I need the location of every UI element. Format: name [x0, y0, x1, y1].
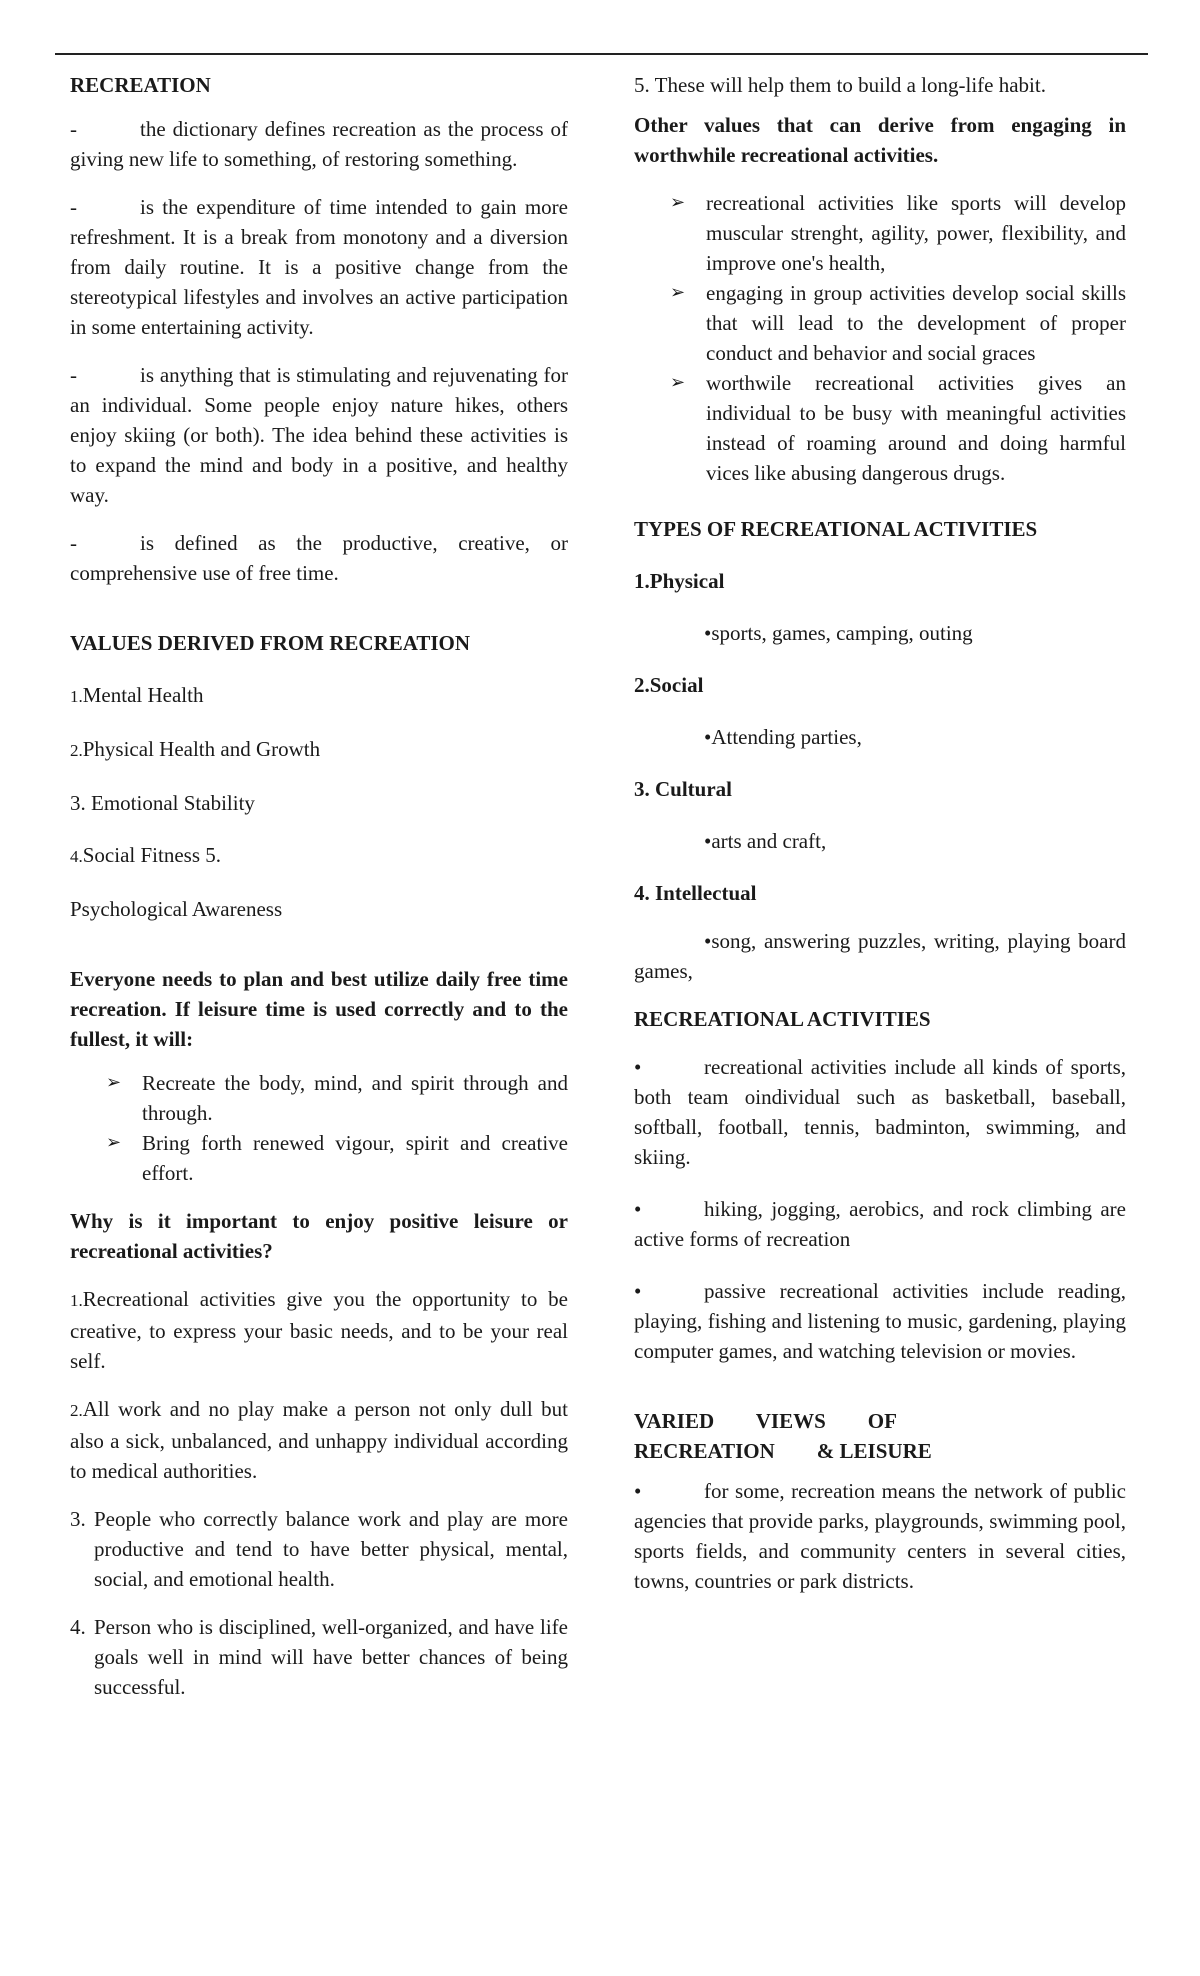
varied-heading: VARIED VIEWS OF — [634, 1409, 897, 1433]
definition-paragraph — [70, 192, 568, 342]
value-item: 3. Emotional Stability — [70, 791, 255, 815]
left-column — [70, 70, 568, 1702]
list-item: ➢ engaging in group activities develop social skills that will lead to the development of proper conduct and behavior and social graces — [670, 278, 1126, 368]
activities-heading: RECREATIONAL ACTIVITIES — [634, 1007, 931, 1031]
other-values-list — [670, 188, 1126, 488]
bullet-marker: • — [634, 1055, 642, 1079]
list-item: ➢ Recreate the body, mind, and spirit through and through. — [106, 1068, 568, 1128]
definition-text: is the expenditure of time intended to gain more refreshment. It is a break from monotony and a diversion from daily routine. It is a positive change from the stereotypical lifestyles and involves an active participation in some entertaining activity. — [70, 195, 568, 339]
type-title: 1.Physical — [634, 569, 725, 593]
values-heading: VALUES DERIVED FROM RECREATION — [70, 631, 471, 655]
why-item: 4. Person who is disciplined, well-organized, and have life goals well in mind will have better chances of being successful. — [70, 1615, 568, 1699]
recreation-heading: RECREATION — [70, 73, 211, 97]
type-detail: •sports, games, camping, outing — [704, 621, 973, 645]
dash-marker: - — [70, 363, 77, 387]
definition-text: is defined as the productive, creative, or comprehensive use of free time. — [70, 531, 568, 585]
dash-marker: - — [70, 195, 77, 219]
dash-marker: - — [70, 531, 77, 555]
arrow-icon: ➢ — [106, 1072, 122, 1093]
bullet-marker: • — [634, 1197, 642, 1221]
type-title: 3. Cultural — [634, 777, 733, 801]
why-heading: Why is it important to enjoy positive leisure or recreational activities? — [70, 1209, 568, 1263]
list-item: ➢ Bring forth renewed vigour, spirit and creative effort. — [106, 1128, 568, 1188]
bullet-marker: • — [634, 1279, 642, 1303]
definition-paragraph — [70, 528, 568, 588]
varied-paragraph: • for some, recreation means the network of public agencies that provide parks, playgrounds, swimming pool, sports fields, and community centers in several cities, towns, countries or park districts. — [634, 1476, 1126, 1596]
arrow-icon: ➢ — [106, 1132, 122, 1153]
value-item: 2.Physical Health and Growth — [70, 737, 321, 761]
activity-paragraph: • passive recreational activities include reading, playing, fishing and listening to music, gardening, playing computer games, and watching television or movies. — [634, 1276, 1126, 1366]
definition-paragraph — [70, 360, 568, 510]
bullet-marker: • — [634, 1479, 642, 1503]
list-item: ➢ recreational activities like sports will develop muscular strenght, agility, power, flexibility, and improve one's health, — [670, 188, 1126, 278]
definition-paragraph — [70, 114, 568, 174]
type-detail: •Attending parties, — [704, 725, 862, 749]
why-item: 2.All work and no play make a person not only dull but also a sick, unbalanced, and unhappy individual according to medical authorities. — [70, 1397, 568, 1483]
value-item: 4.Social Fitness 5. — [70, 843, 222, 867]
arrow-icon: ➢ — [670, 282, 686, 303]
dash-marker: - — [70, 117, 77, 141]
type-title: 4. Intellectual — [634, 881, 757, 905]
arrow-icon: ➢ — [670, 372, 686, 393]
varied-heading: RECREATION & LEISURE — [634, 1439, 932, 1463]
type-title: 2.Social — [634, 673, 704, 697]
why-item: 1.Recreational activities give you the opportunity to be creative, to express your basic needs, and to be your real self. — [70, 1287, 568, 1373]
definition-text: is anything that is stimulating and rejuvenating for an individual. Some people enjoy nature hikes, others enjoy skiing (or both). The idea behind these activities is to expand the mind and body in a positive, and healthy way. — [70, 363, 568, 507]
type-detail: •arts and craft, — [704, 829, 827, 853]
plan-heading: Everyone needs to plan and best utilize daily free time recreation. If leisure time is used correctly and to the fullest, it will: — [70, 967, 568, 1051]
types-heading: TYPES OF RECREATIONAL ACTIVITIES — [634, 517, 1038, 541]
list-item: ➢ worthwile recreational activities gives an individual to be busy with meaningful activities instead of roaming around and doing harmful vices like abusing dangerous drugs. — [670, 368, 1126, 488]
activity-paragraph: • hiking, jogging, aerobics, and rock climbing are active forms of recreation — [634, 1194, 1126, 1254]
other-values-heading: Other values that can derive from engaging in worthwhile recreational activities. — [634, 113, 1126, 167]
value-item-5: 5. These will help them to build a long-life habit. — [634, 73, 1046, 97]
value-item-tail: Psychological Awareness — [70, 897, 283, 921]
activity-paragraph: • recreational activities include all kinds of sports, both team oindividual such as basketball, baseball, softball, football, tennis, badminton, swimming, and skiing. — [634, 1052, 1126, 1172]
definition-text: the dictionary defines recreation as the process of giving new life to something, of restoring something. — [70, 117, 568, 171]
value-item: 1.Mental Health — [70, 683, 204, 707]
right-column — [634, 70, 1126, 1596]
type-detail: •song, answering puzzles, writing, playing board games, — [634, 929, 1126, 983]
arrow-icon: ➢ — [670, 192, 686, 213]
plan-list — [106, 1068, 568, 1188]
why-item: 3. People who correctly balance work and play are more productive and tend to have better physical, mental, social, and emotional health. — [70, 1507, 568, 1591]
top-rule — [55, 53, 1148, 55]
